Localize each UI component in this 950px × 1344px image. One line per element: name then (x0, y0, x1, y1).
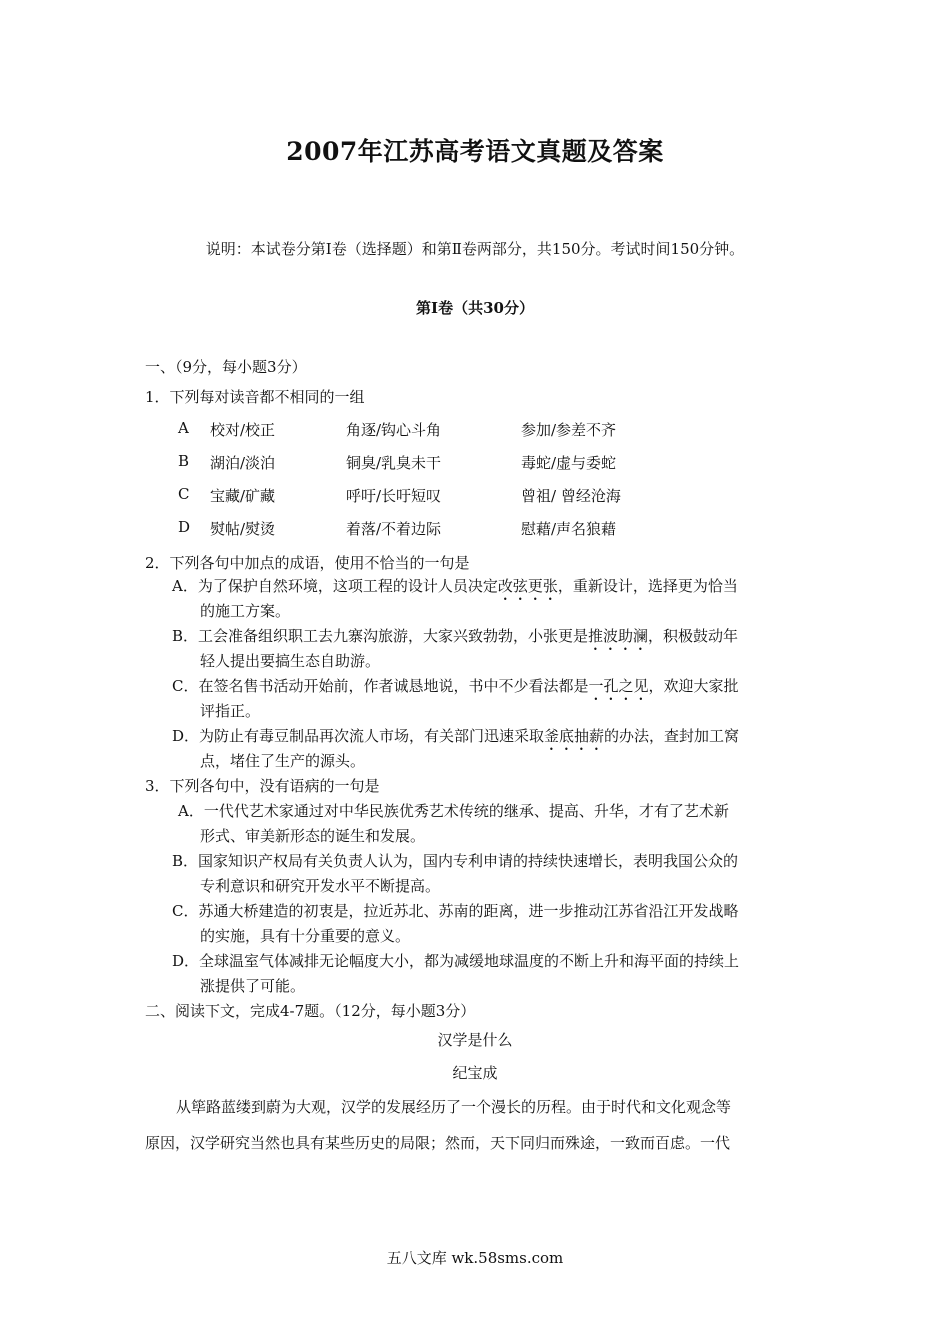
option-pair-2: 呼吁/长吁短叹 (346, 487, 442, 505)
option-pair-2: 铜臭/乳臭未干 (346, 454, 442, 472)
article-paragraph-line: 从筚路蓝缕到蔚为大观，汉学的发展经历了一个漫长的历程。由于时代和文化观念等 (176, 1098, 732, 1116)
exam-instructions: 说明：本试卷分第Ⅰ卷（选择题）和第Ⅱ卷两部分，共150分。考试时间150分钟。 (205, 240, 745, 258)
option-letter: A (178, 419, 189, 437)
q2-option-c: C．在签名售书活动开始前，作者诚恳地说，书中不少看法都是一孔之见，欢迎大家批 (172, 677, 739, 695)
q1-stem: 1．下列每对读音都不相同的一组 (145, 388, 365, 406)
dotted-idiom: 改弦更张 (497, 577, 558, 595)
article-author: 纪宝成 (452, 1064, 498, 1082)
q2-option-b-cont: 轻人提出要搞生态自助游。 (200, 652, 381, 670)
q2-option-d: D．为防止有毒豆制品再次流人市场，有关部门迅速采取釜底抽薪的办法，查封加工窝 (172, 727, 740, 745)
q3-option-d: D．全球温室气体减排无论幅度大小，都为减缓地球温度的不断上升和海平面的持续上 (172, 952, 740, 970)
q2-option-b: B．工会准备组织职工去九寨沟旅游，大家兴致勃勃，小张更是推波助澜，积极鼓动年 (172, 627, 739, 645)
dotted-idiom: 釜底抽薪 (544, 727, 605, 745)
q3-option-c-cont: 的实施，具有十分重要的意义。 (200, 927, 411, 945)
q2-option-a: A．为了保护自然环境，这项工程的设计人员决定改弦更张，重新设计，选择更为恰当 (172, 577, 738, 595)
document-title: 2007年江苏高考语文真题及答案 (286, 137, 664, 166)
q2-option-c-cont: 评指正。 (200, 702, 261, 720)
option-pair-3: 慰藉/声名狼藉 (521, 520, 617, 538)
option-pair-3: 曾祖/ 曾经沧海 (521, 487, 621, 505)
q3-stem: 3．下列各句中，没有语病的一句是 (145, 777, 380, 795)
q3-option-c: C．苏通大桥建造的初衷是，拉近苏北、苏南的距离，进一步推动江苏省沿江开发战略 (172, 902, 739, 920)
dotted-idiom: 一孔之见 (588, 677, 649, 695)
part1-heading: 第Ⅰ卷（共30分） (416, 299, 534, 317)
q2-option-a-cont: 的施工方案。 (200, 602, 291, 620)
q3-option-a-cont: 形式、审美新形态的诞生和发展。 (200, 827, 426, 845)
option-pair-3: 毒蛇/虚与委蛇 (521, 454, 617, 472)
q3-option-d-cont: 涨提供了可能。 (200, 977, 306, 995)
option-letter: C (178, 485, 190, 503)
option-letter: D (178, 518, 191, 536)
option-pair-3: 参加/参差不齐 (521, 421, 617, 439)
article-paragraph-line: 原因，汉学研究当然也具有某些历史的局限；然而，天下同归而殊途，一致而百虑。一代 (145, 1134, 731, 1152)
q2-option-d-cont: 点，堵住了生产的源头。 (200, 752, 366, 770)
option-pair-1: 宝藏/矿藏 (210, 487, 276, 505)
option-letter: B (178, 452, 190, 470)
footer-watermark: 五八文库 wk.58sms.com (386, 1249, 564, 1267)
section1-heading: 一、（9分，每小题3分） (145, 358, 307, 376)
option-pair-2: 着落/不着边际 (346, 520, 442, 538)
q3-option-a: A．一代代艺术家通过对中华民族优秀艺术传统的继承、提高、升华，才有了艺术新 (178, 802, 729, 820)
option-pair-2: 角逐/钩心斗角 (346, 421, 442, 439)
article-title: 汉学是什么 (437, 1031, 513, 1049)
q2-stem: 2．下列各句中加点的成语，使用不恰当的一句是 (145, 554, 470, 572)
option-pair-1: 熨帖/熨烫 (210, 520, 276, 538)
option-pair-1: 湖泊/淡泊 (210, 454, 276, 472)
q3-option-b-cont: 专利意识和研究开发水平不断提高。 (200, 877, 441, 895)
dotted-idiom: 推波助澜 (588, 627, 649, 645)
q3-option-b: B．国家知识产权局有关负责人认为，国内专利申请的持续快速增长，表明我国公众的 (172, 852, 739, 870)
section2-heading: 二、阅读下文，完成4-7题。（12分，每小题3分） (145, 1002, 476, 1020)
option-pair-1: 校对/校正 (210, 421, 276, 439)
